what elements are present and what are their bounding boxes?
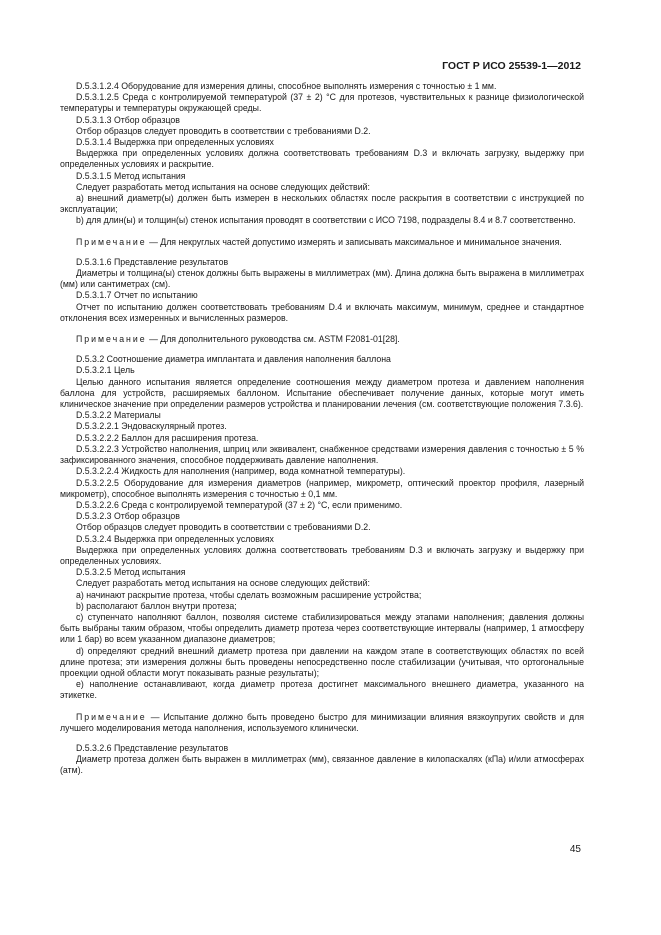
paragraph: D.5.3.1.3 Отбор образцов: [76, 114, 180, 125]
paragraph: D.5.3.2.5 Метод испытания: [76, 567, 186, 578]
paragraph: Целью данного испытания является определение соотношения между диаметром протеза и давлением наполнения баллона для устройств, расширяемых баллоном. Испытание обеспечивает получение данных, которые могут иметь клиническое значение при определении размеров устройства и планировании лечения (см. соответствующие положения 7.3.6).: [60, 376, 584, 410]
note-label: Примечание: [76, 711, 147, 722]
paragraph: D.5.3.2.2.6 Среда с контролируемой температурой (37 ± 2) °С, если применимо.: [76, 499, 403, 510]
note-text: — Для дополнительного руководства см. ASTM F2081-01[28].: [149, 334, 400, 345]
paragraph: b) для длин(ы) и толщин(ы) стенок испытания проводят в соответствии с ИСО 7198, подразделы 8.4 и 8.7 соответственно.: [76, 215, 576, 226]
paragraph: D.5.3.1.2.5 Среда с контролируемой температурой (37 ± 2) °С для протезов, чувствительных к разнице физиологической температуры и температуры окружающей среды.: [60, 92, 584, 114]
document-header: ГОСТ Р ИСО 25539-1—2012: [442, 60, 581, 72]
note: [60, 237, 584, 248]
paragraph: D.5.3.2.2.2 Баллон для расширения протеза.: [76, 432, 259, 443]
paragraph: D.5.3.2.3 Отбор образцов: [76, 511, 180, 522]
paragraph: Отчет по испытанию должен соответствовать требованиям D.4 и включать максимум, минимум, среднее и стандартное отклонения всех измеренных и вычисленных размеров.: [60, 301, 584, 323]
paragraph: Диаметры и толщина(ы) стенок должны быть выражены в миллиметрах (мм). Длина должна быть выражена в миллиметрах (мм) или сантиметрах (см).: [60, 268, 584, 290]
note: [60, 334, 584, 345]
paragraph: Диаметр протеза должен быть выражен в миллиметрах (мм), связанное давление в килопаскалях (кПа) и/или атмосферах (атм).: [60, 754, 584, 776]
note-label: Примечание: [76, 334, 147, 345]
paragraph: D.5.3.1.4 Выдержка при определенных условиях: [76, 137, 274, 148]
paragraph: e) наполнение останавливают, когда диаметр протеза достигнет максимального внешнего диаметра, указанного на этикетке.: [60, 679, 584, 701]
paragraph: Следует разработать метод испытания на основе следующих действий:: [76, 181, 370, 192]
paragraph: D.5.3.2.2.3 Устройство наполнения, шприц или эквивалент, снабженное средствами измерения давления с точностью ± 5 % зафиксированного значения, способное поддерживать давление наполнения.: [60, 443, 584, 466]
paragraph: D.5.3.2.1 Цель: [76, 365, 135, 376]
paragraph: D.5.3.2.2.1 Эндоваскулярный протез.: [76, 421, 227, 432]
document-body: [60, 81, 584, 777]
paragraph: D.5.3.1.5 Метод испытания: [76, 170, 186, 181]
paragraph: D.5.3.1.6 Представление результатов: [76, 256, 229, 267]
paragraph: c) ступенчато наполняют баллон, позволяя системе стабилизироваться между этапами наполнения; давления должны быть выбраны таким образом, чтобы определить диаметр протеза через соответствующие интервалы (например, 1 атмосферу или 1 бар) во всем указанном диапазоне диаметров;: [60, 611, 584, 645]
note-text: — Испытание должно быть проведено быстро для минимизации влияния вязкоупругих свойств и для лучшего моделирования метода наполнения, используемого клинически.: [60, 711, 585, 733]
paragraph: D.5.3.2.6 Представление результатов: [76, 742, 229, 753]
paragraph: Выдержка при определенных условиях должна соответствовать требованиям D.3 и включать загрузку, выдержку при определенных условиях и раскрытие.: [60, 148, 584, 170]
paragraph: D.5.3.2.4 Выдержка при определенных условиях: [76, 533, 274, 544]
page-number: 45: [569, 844, 581, 855]
note-label: Примечание: [76, 236, 147, 247]
paragraph: D.5.3.1.7 Отчет по испытанию: [76, 290, 198, 301]
paragraph: D.5.3.2 Соотношение диаметра имплантата и давления наполнения баллона: [76, 354, 391, 365]
note: [60, 712, 584, 734]
paragraph: D.5.3.2.2.5 Оборудование для измерения диаметров (например, микрометр, оптический проектор профиля, лазерный микрометр), способное выполнять измерения с точностью ± 0,1 мм.: [60, 477, 584, 499]
paragraph: b) располагают баллон внутри протеза;: [76, 600, 237, 611]
paragraph: D.5.3.2.2 Материалы: [76, 410, 161, 421]
paragraph: D.5.3.2.2.4 Жидкость для наполнения (например, вода комнатной температуры).: [76, 466, 406, 477]
paragraph: Отбор образцов следует проводить в соответствии с требованиями D.2.: [76, 125, 371, 136]
note-text: — Для некруглых частей допустимо измерять и записывать максимальное и минимальное значения.: [149, 236, 562, 247]
paragraph: D.5.3.1.2.4 Оборудование для измерения длины, способное выполнять измерения с точностью ± 1 мм.: [76, 81, 497, 91]
paragraph: d) определяют средний внешний диаметр протеза при давлении на каждом этапе в соответствующих областях по всей длине протеза; эти измерения должны быть проведены непосредственно после стабилизации (учитывая, что ортогональные проекции одной области могут показывать разные результаты);: [60, 645, 584, 678]
paragraph: Отбор образцов следует проводить в соответствии с требованиями D.2.: [76, 522, 371, 533]
paragraph: a) внешний диаметр(ы) должен быть измерен в нескольких областях после раскрытия в соответствии с инструкцией по эксплуатации;: [60, 193, 584, 215]
paragraph: a) начинают раскрытие протеза, чтобы сделать возможным расширение устройства;: [76, 589, 422, 600]
paragraph: Следует разработать метод испытания на основе следующих действий:: [76, 578, 370, 589]
paragraph: Выдержка при определенных условиях должна соответствовать требованиям D.3 и включать загрузку и выдержку при определенных условиях.: [60, 544, 584, 566]
